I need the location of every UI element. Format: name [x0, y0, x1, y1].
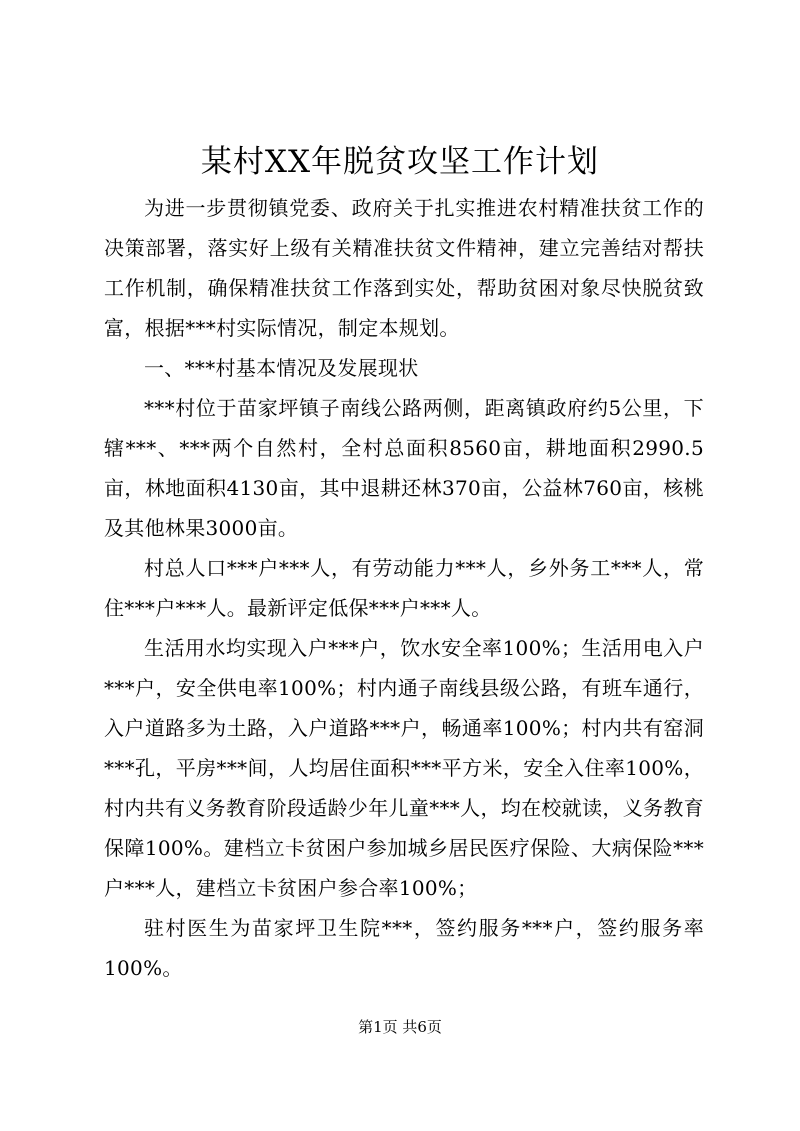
- document-body: [104, 188, 704, 988]
- paragraph-location: ***村位于苗家坪镇子南线公路两侧，距离镇政府约5公里，下辖***、***两个自然村，全村总面积8560亩，耕地面积2990.5亩，林地面积4130亩，其中退耕还林370亩，公益林760亩，核桃及其他林果3000亩。: [104, 396, 704, 540]
- paragraph-infrastructure: 生活用水均实现入户***户，饮水安全率100%；生活用电入户***户，安全供电率100%；村内通子南线县级公路，有班车通行，入户道路多为土路，入户道路***户，畅通率100%；村内共有窑洞***孔，平房***间，人均居住面积***平方米，安全入住率100%，村内共有义务教育阶段适龄少年儿童***人，均在校就读，义务教育保障100%。建档立卡贫困户参加城乡居民医疗保险、大病保险***户***人，建档立卡贫困户参合率100%；: [104, 636, 704, 900]
- paragraph-intro: 为进一步贯彻镇党委、政府关于扎实推进农村精准扶贫工作的决策部署，落实好上级有关精准扶贫文件精神，建立完善结对帮扶工作机制，确保精准扶贫工作落到实处，帮助贫困对象尽快脱贫致富，根据***村实际情况，制定本规划。: [104, 196, 704, 340]
- paragraph-medical: 驻村医生为苗家坪卫生院***，签约服务***户，签约服务率100%。: [104, 916, 704, 980]
- paragraph-population: 村总人口***户***人，有劳动能力***人，乡外务工***人，常住***户***人。最新评定低保***户***人。: [104, 556, 704, 620]
- document-title: 某村XX年脱贫攻坚工作计划: [200, 144, 600, 180]
- page-number-footer: 第1页 共6页: [358, 1018, 442, 1036]
- section-heading-1: 一、***村基本情况及发展现状: [144, 356, 419, 380]
